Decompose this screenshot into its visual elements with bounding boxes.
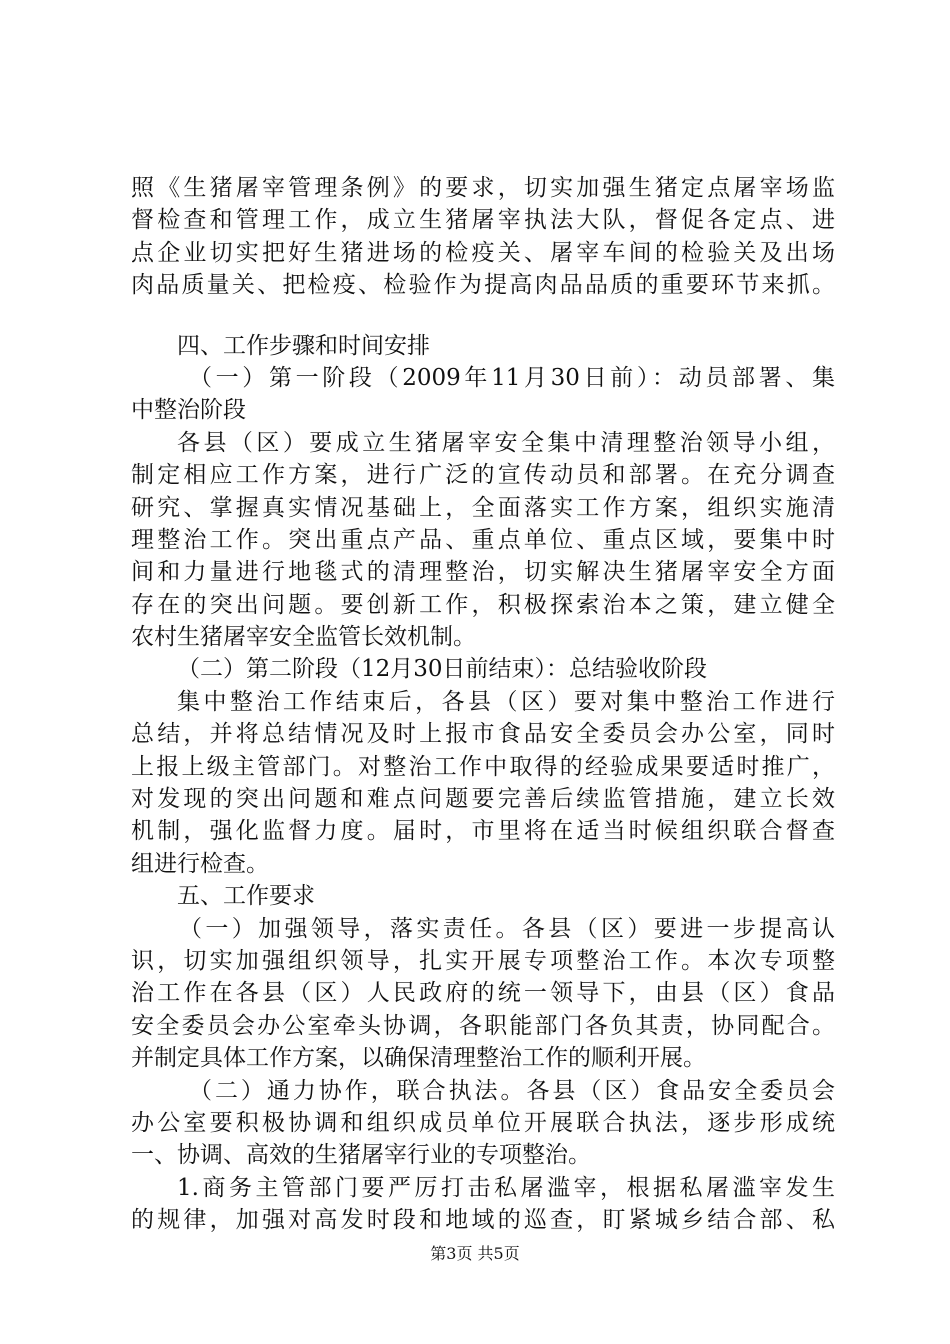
paragraph-line: 督检查和管理工作，成立生猪屠宰执法大队，督促各定点、进 [131,207,835,234]
paragraph-line: 一、协调、高效的生猪屠宰行业的专项整治。 [131,1142,591,1169]
paragraph-line: 农村生猪屠宰安全监管长效机制。 [131,624,476,651]
paragraph-line: 肉品质量关、把检疫、检验作为提高肉品品质的重要环节来抓。 [131,272,835,299]
subsection-heading: （二）第二阶段（12月30日前结束）：总结验收阶段 [177,656,708,683]
paragraph-line: 识，切实加强组织领导，扎实开展专项整治工作。本次专项整 [131,947,835,974]
section-heading: 五、工作要求 [177,883,315,910]
paragraph-line: 间和力量进行地毯式的清理整治，切实解决生猪屠宰安全方面 [131,559,835,586]
paragraph-line: 制定相应工作方案，进行广泛的宣传动员和部署。在充分调查 [131,462,835,489]
page-number-footer: 第3页 共5页 [430,1244,520,1263]
paragraph-line: 照《生猪屠宰管理条例》的要求，切实加强生猪定点屠宰场监 [131,175,835,201]
paragraph-line: 机制，强化监督力度。届时，市里将在适当时候组织联合督查 [131,818,835,845]
paragraph-line: 存在的突出问题。要创新工作，积极探索治本之策，建立健全 [131,591,835,618]
paragraph-line: 治工作在各县（区）人民政府的统一领导下，由县（区）食品 [131,980,835,1007]
paragraph-line: 组进行检查。 [131,850,269,877]
paragraph-line: 的规律，加强对高发时段和地域的巡查，盯紧城乡结合部、私 [131,1207,835,1234]
paragraph-line: （二）通力协作，联合执法。各县（区）食品安全委员会 [189,1077,835,1104]
paragraph-line: 安全委员会办公室牵头协调，各职能部门各负其责，协同配合。 [131,1012,835,1039]
document-body [131,172,835,1237]
section-heading: 四、工作步骤和时间安排 [177,332,430,359]
paragraph-line: 研究、掌握真实情况基础上，全面落实工作方案，组织实施清 [131,494,835,521]
paragraph-line: 1.商务主管部门要严厉打击私屠滥宰，根据私屠滥宰发生 [177,1174,835,1201]
paragraph-line: 对发现的突出问题和难点问题要完善后续监管措施，建立长效 [131,786,835,813]
paragraph-line: 集中整治工作结束后，各县（区）要对集中整治工作进行 [177,688,835,715]
paragraph-line: 办公室要积极协调和组织成员单位开展联合执法，逐步形成统 [131,1109,835,1136]
paragraph-line: 各县（区）要成立生猪屠宰安全集中清理整治领导小组， [177,429,835,456]
paragraph-gap [131,302,835,330]
paragraph-line: 并制定具体工作方案，以确保清理整治工作的顺利开展。 [131,1045,706,1072]
paragraph-line: 上报上级主管部门。对整治工作中取得的经验成果要适时推广， [131,753,835,780]
paragraph-line: 总结，并将总结情况及时上报市食品安全委员会办公室，同时 [131,721,835,748]
subsection-heading: （一）第一阶段（2009年11月30日前）：动员部署、集 [189,364,835,391]
subsection-heading-cont: 中整治阶段 [131,397,246,424]
paragraph-line: 理整治工作。突出重点产品、重点单位、重点区域，要集中时 [131,526,835,553]
paragraph-line: 点企业切实把好生猪进场的检疫关、屠宰车间的检验关及出场 [131,239,835,266]
paragraph-line: （一）加强领导，落实责任。各县（区）要进一步提高认 [179,915,835,942]
